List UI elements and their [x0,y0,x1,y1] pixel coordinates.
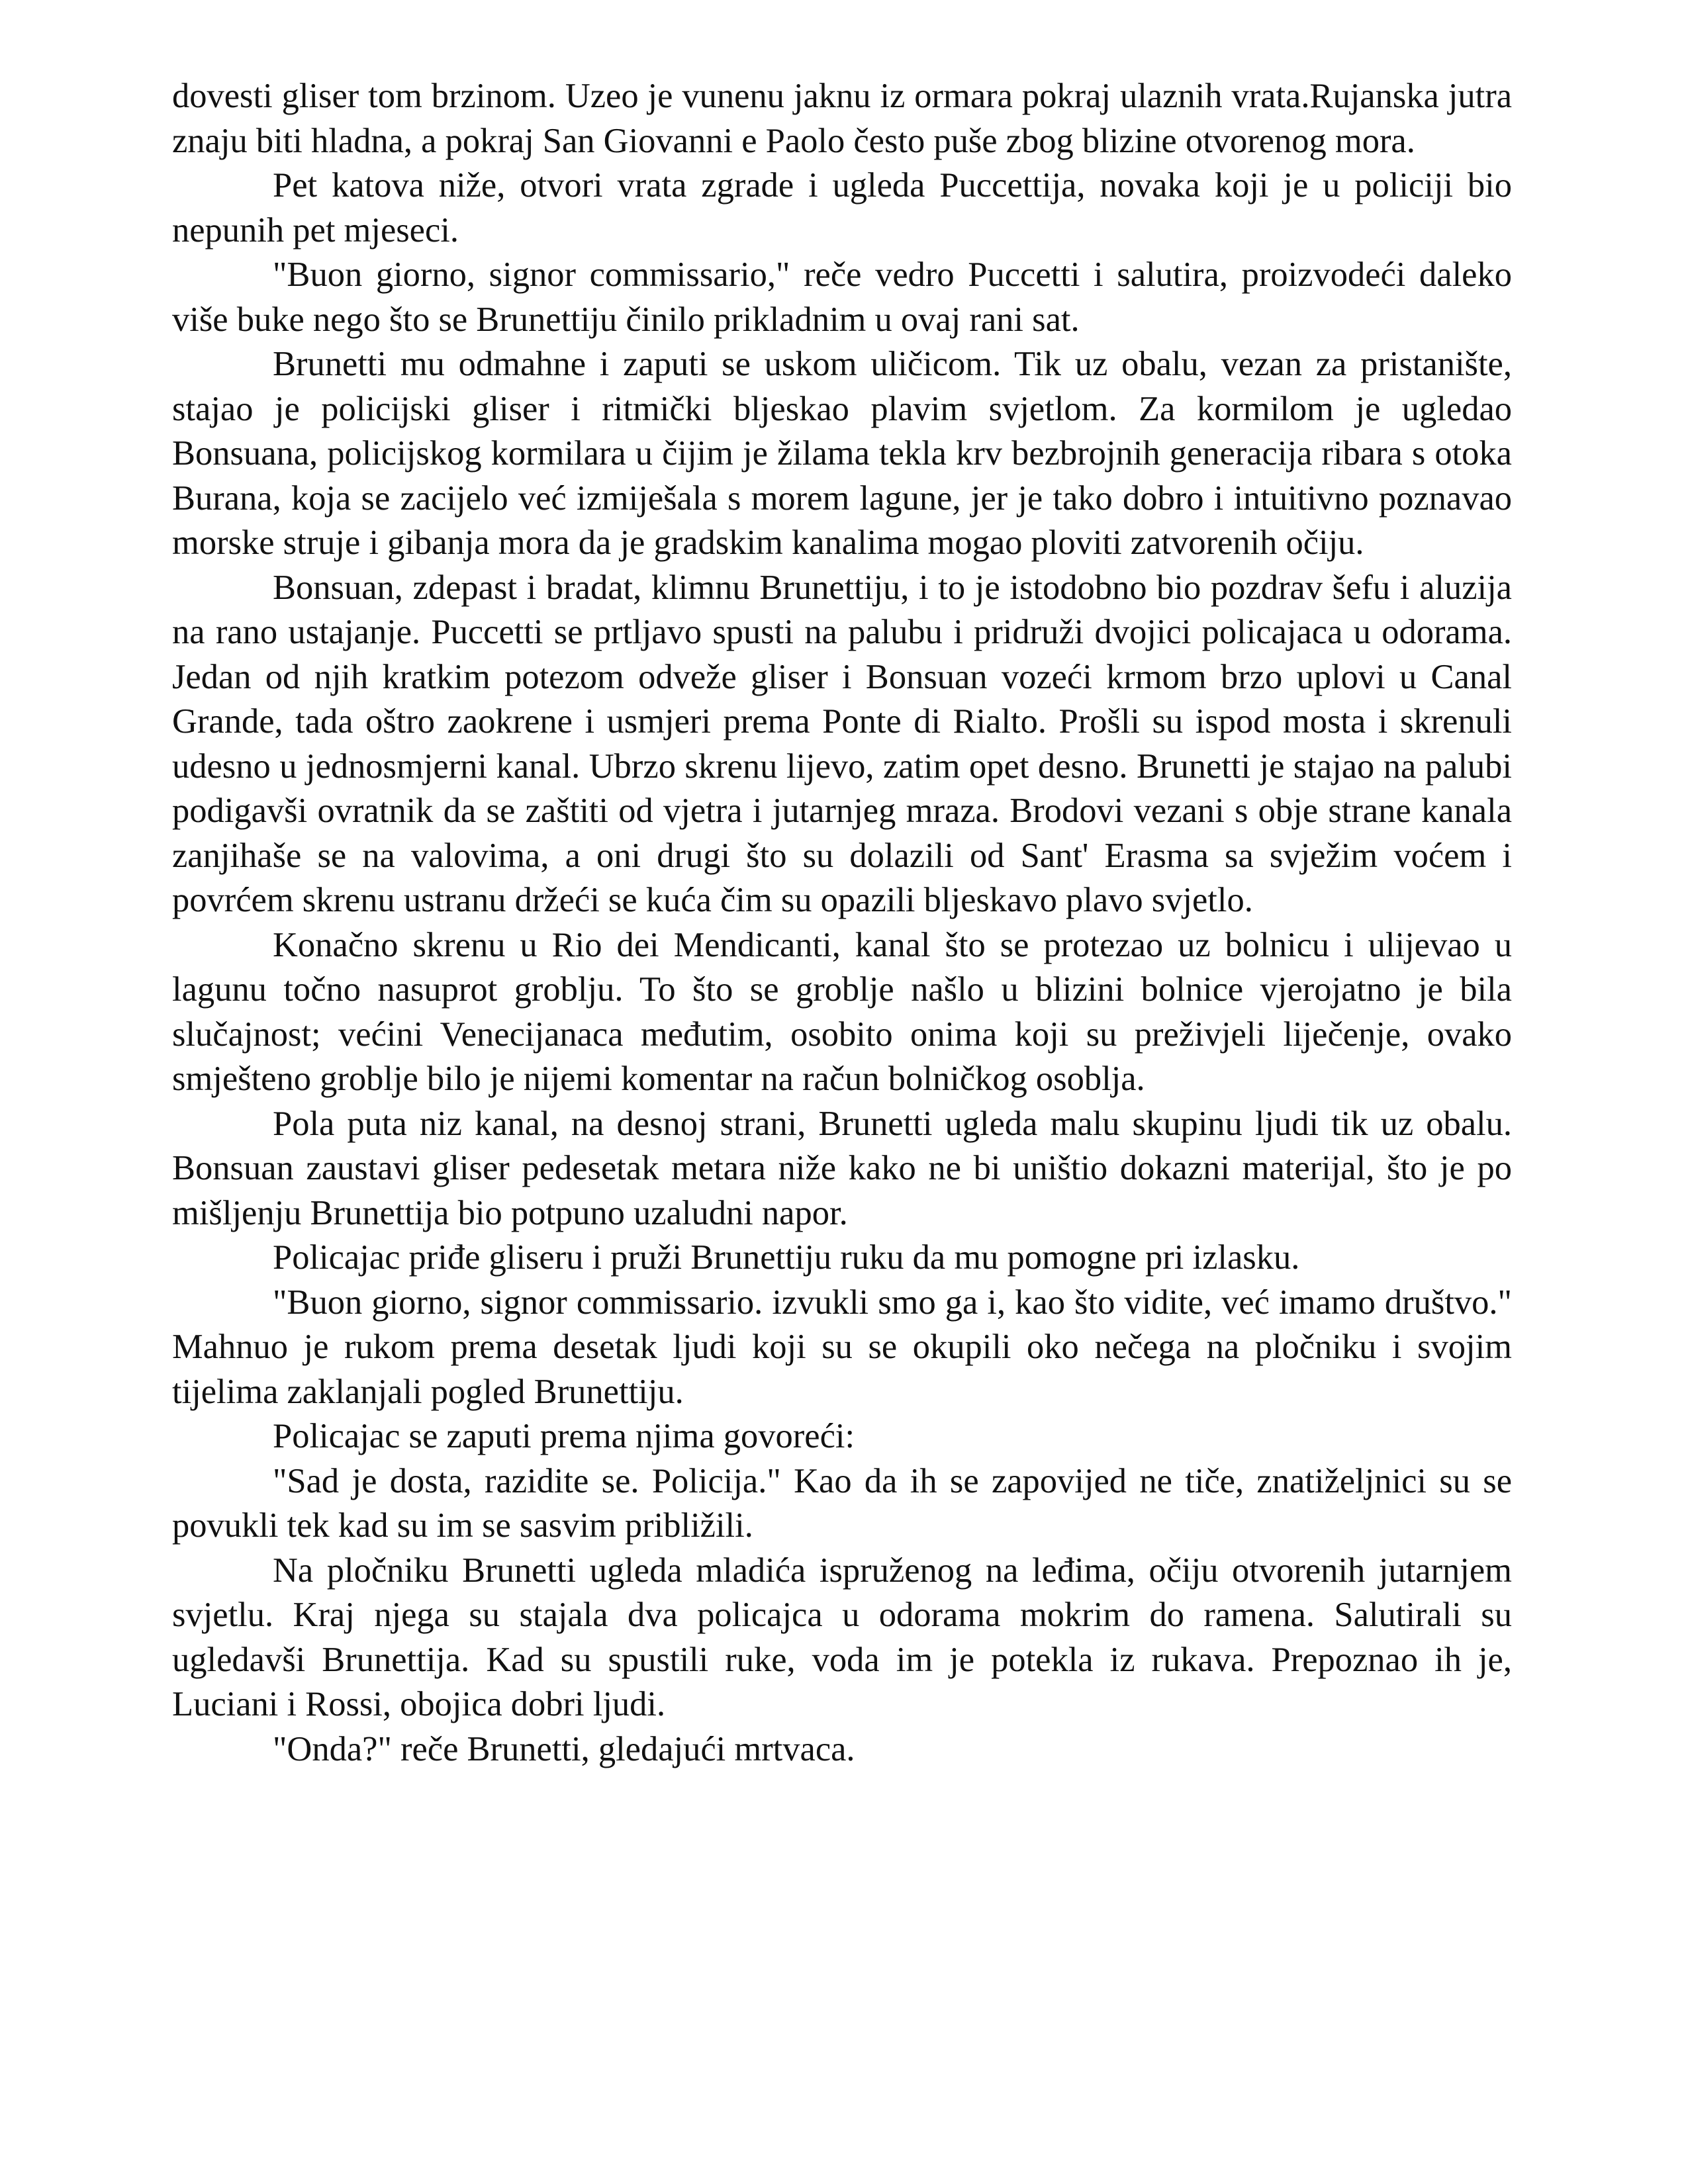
paragraph-6: Konačno skrenu u Rio dei Mendicanti, kanal što se protezao uz bolnicu i ulijevao u lagunu točno nasuprot groblju. To što se groblje našlo u blizini bolnice vjerojatno je bila slučajnost; većini Venecijanaca međutim, osobito onima koji su preživjeli liječenje, ovako smješteno groblje bilo je nijemi komentar na račun bolničkog osoblja. [172,925,1512,1098]
document-page [172,74,1512,1772]
paragraph-11: "Sad je dosta, razidite se. Policija." Kao da ih se zapovijed ne tiče, znatiželjnici su se povukli tek kad su im se sasvim približili. [172,1461,1512,1545]
paragraph-10: Policajac se zaputi prema njima govoreći: [273,1417,855,1455]
paragraph-2: Pet katova niže, otvori vrata zgrade i ugleda Puccettija, novaka koji je u policiji bio nepunih pet mjeseci. [172,166,1512,250]
paragraph-12: Na pločniku Brunetti ugleda mladića ispruženog na leđima, očiju otvorenih jutarnjem svjetlu. Kraj njega su stajala dva policajca u odorama mokrim do ramena. Salutirali su ugledavši Brunettija. Kad su spustili ruke, voda im je potekla iz rukava. Prepoznao ih je, Luciani i Rossi, obojica dobri ljudi. [172,1551,1512,1723]
paragraph-3: "Buon giorno, signor commissario," reče vedro Puccetti i salutira, proizvodeći daleko više buke nego što se Brunettiju činilo prikladnim u ovaj rani sat. [172,255,1512,339]
paragraph-8: Policajac priđe gliseru i pruži Brunettiju ruku da mu pomogne pri izlasku. [273,1238,1300,1277]
paragraph-13: "Onda?" reče Brunetti, gledajući mrtvaca. [273,1729,855,1768]
paragraph-5: Bonsuan, zdepast i bradat, klimnu Brunettiju, i to je istodobno bio pozdrav šefu i aluzija na rano ustajanje. Puccetti se prtljavo spusti na palubu i pridruži dvojici policajaca u odorama. Jedan od njih kratkim potezom odveže gliser i Bonsuan vozeći krmom brzo uplovi u Canal Grande, tada oštro zaokrene i usmjeri prema Ponte di Rialto. Prošli su ispod mosta i skrenuli udesno u jednosmjerni kanal. Ubrzo skrenu lijevo, zatim opet desno. Brunetti je stajao na palubi podigavši ovratnik da se zaštiti od vjetra i jutarnjeg mraza. Brodovi vezani s obje strane kanala zanjihaše se na valovima, a oni drugi što su dolazili od Sant' Erasma sa svježim voćem i povrćem skrenu ustranu držeći se kuća čim su opazili bljeskavo plavo svjetlo. [172,568,1512,919]
paragraph-1: dovesti gliser tom brzinom. Uzeo je vunenu jaknu iz ormara pokraj ulaznih vrata.Rujanska jutra znaju biti hladna, a pokraj San Giovanni e Paolo često puše zbog blizine otvorenog mora. [172,77,1512,160]
paragraph-9: "Buon giorno, signor commissario. izvukli smo ga i, kao što vidite, već imamo društvo." Mahnuo je rukom prema desetak ljudi koji su se okupili oko nečega na pločniku i svojim tijelima zaklanjali pogled Brunettiju. [172,1283,1512,1411]
paragraph-7: Pola puta niz kanal, na desnoj strani, Brunetti ugleda malu skupinu ljudi tik uz obalu. Bonsuan zaustavi gliser pedesetak metara niže kako ne bi uništio dokazni materijal, što je po mišljenju Brunettija bio potpuno uzaludni napor. [172,1104,1512,1232]
paragraph-4: Brunetti mu odmahne i zaputi se uskom uličicom. Tik uz obalu, vezan za pristanište, stajao je policijski gliser i ritmički bljeskao plavim svjetlom. Za kormilom je ugledao Bonsuana, policijskog kormilara u čijim je žilama tekla krv bezbrojnih generacija ribara s otoka Burana, koja se zacijelo već izmiješala s morem lagune, jer je tako dobro i intuitivno poznavao morske struje i gibanja mora da je gradskim kanalima mogao ploviti zatvorenih očiju. [172,345,1512,562]
